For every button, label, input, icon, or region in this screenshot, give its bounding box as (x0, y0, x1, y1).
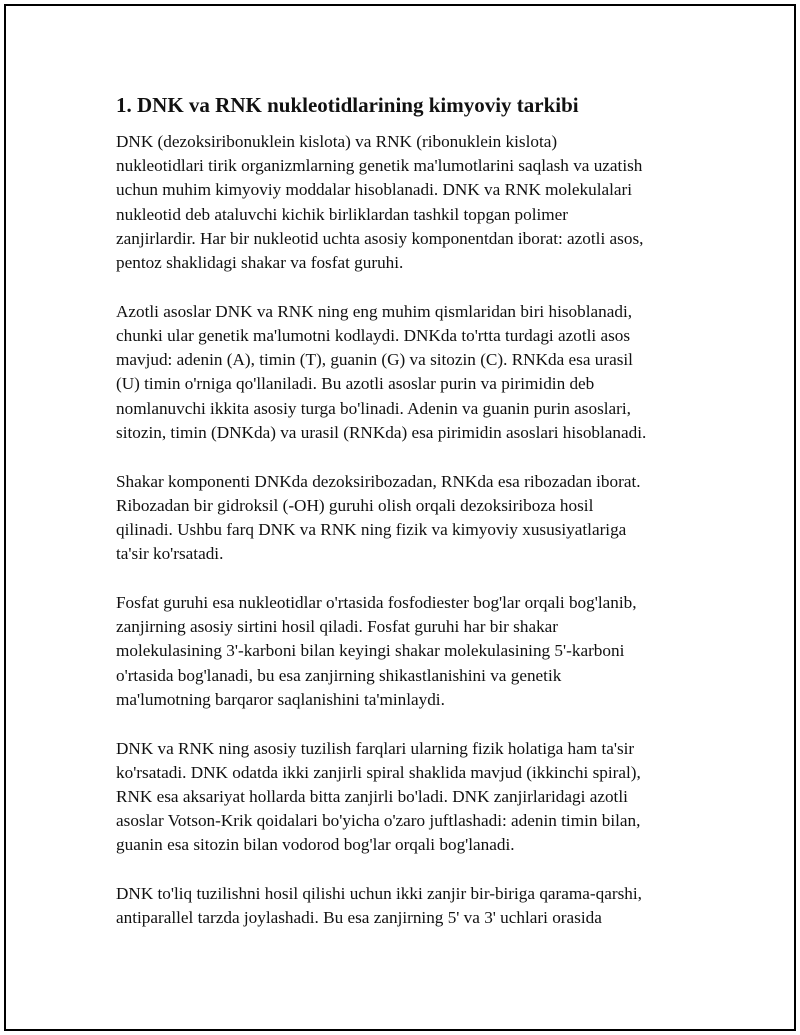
paragraph-line: DNK va RNK ning asosiy tuzilish farqlari ularning fizik holatiga ham ta'sir (116, 738, 635, 758)
paragraph-line: Azotli asoslar DNK va RNK ning eng muhim qismlaridan biri hisoblanadi, (116, 301, 633, 321)
paragraph-line: Fosfat guruhi esa nukleotidlar o'rtasida fosfodiester bog'lar orqali bog'lanib, (116, 593, 637, 613)
paragraph-line: nomlanuvchi ikkita asosiy turga bo'linadi. Adenin va guanin purin asoslari, (116, 398, 631, 418)
paragraph-line: ko'rsatadi. DNK odatda ikki zanjirli spiral shaklida mavjud (ikkinchi spiral), (116, 762, 641, 782)
paragraph-line: guanin esa sitozin bilan vodorod bog'lar orqali bog'lanadi. (116, 835, 515, 855)
paragraph-line: Shakar komponenti DNKda dezoksiribozadan, RNKda esa ribozadan iborat. (116, 471, 641, 491)
paragraph-line: uchun muhim kimyoviy moddalar hisoblanadi. DNK va RNK molekulalari (116, 180, 633, 200)
paragraph-line: Ribozadan bir gidroksil (-OH) guruhi olish orqali dezoksiriboza hosil (116, 495, 594, 515)
paragraph-line: (U) timin o'rniga qo'llaniladi. Bu azotli asoslar purin va pirimidin deb (116, 374, 595, 394)
paragraph-line: zanjirlardir. Har bir nukleotid uchta asosiy komponentdan iborat: azotli asos, (116, 228, 644, 248)
paragraph-line: o'rtasida bog'lanadi, bu esa zanjirning shikastlanishini va genetik (116, 665, 562, 685)
paragraph-line: zanjirning asosiy sirtini hosil qiladi. Fosfat guruhi har bir shakar (116, 617, 559, 637)
paragraph-line: ta'sir ko'rsatadi. (116, 544, 224, 564)
paragraph-line: chunki ular genetik ma'lumotni kodlaydi. DNKda to'rtta turdagi azotli asos (116, 326, 631, 346)
paragraph-line: qilinadi. Ushbu farq DNK va RNK ning fizik va kimyoviy xususiyatlariga (116, 520, 627, 540)
paragraph (116, 737, 696, 858)
paragraph-line: RNK esa aksariyat hollarda bitta zanjirli bo'ladi. DNK zanjirlaridagi azotli (116, 787, 628, 807)
paragraph-line: pentoz shaklidagi shakar va fosfat guruhi. (116, 253, 404, 273)
paragraph-line: DNK to'liq tuzilishni hosil qilishi uchun ikki zanjir bir-biriga qarama-qarshi, (116, 884, 642, 904)
paragraph-line: asoslar Votson-Krik qoidalari bo'yicha o'zaro juftlashadi: adenin timin bilan, (116, 811, 641, 831)
document-body (116, 92, 696, 955)
paragraph (116, 300, 696, 445)
section-heading: 1. DNK va RNK nukleotidlarining kimyoviy tarkibi (116, 93, 579, 117)
paragraph-line: DNK (dezoksiribonuklein kislota) va RNK (ribonuklein kislota) (116, 132, 558, 151)
paragraph-line: nukleotid deb ataluvchi kichik birliklardan tashkil topgan polimer (116, 204, 569, 224)
paragraph-line: ma'lumotning barqaror saqlanishini ta'minlaydi. (116, 689, 445, 709)
paragraph-list (116, 130, 696, 931)
paragraph (116, 130, 696, 275)
paragraph (116, 591, 696, 712)
paragraph-line: sitozin, timin (DNKda) va urasil (RNKda) esa pirimidin asoslari hisoblanadi. (116, 422, 647, 442)
paragraph-line: antiparallel tarzda joylashadi. Bu esa zanjirning 5' va 3' uchlari orasida (116, 908, 602, 928)
paragraph (116, 882, 696, 930)
paragraph-line: molekulasining 3'-karboni bilan keyingi shakar molekulasining 5'-karboni (116, 641, 625, 661)
paragraph-line: mavjud: adenin (A), timin (T), guanin (G) va sitozin (C). RNKda esa urasil (116, 350, 633, 370)
paragraph (116, 470, 696, 567)
paragraph-line: nukleotidlari tirik organizmlarning genetik ma'lumotlarini saqlash va uzatish (116, 156, 643, 176)
